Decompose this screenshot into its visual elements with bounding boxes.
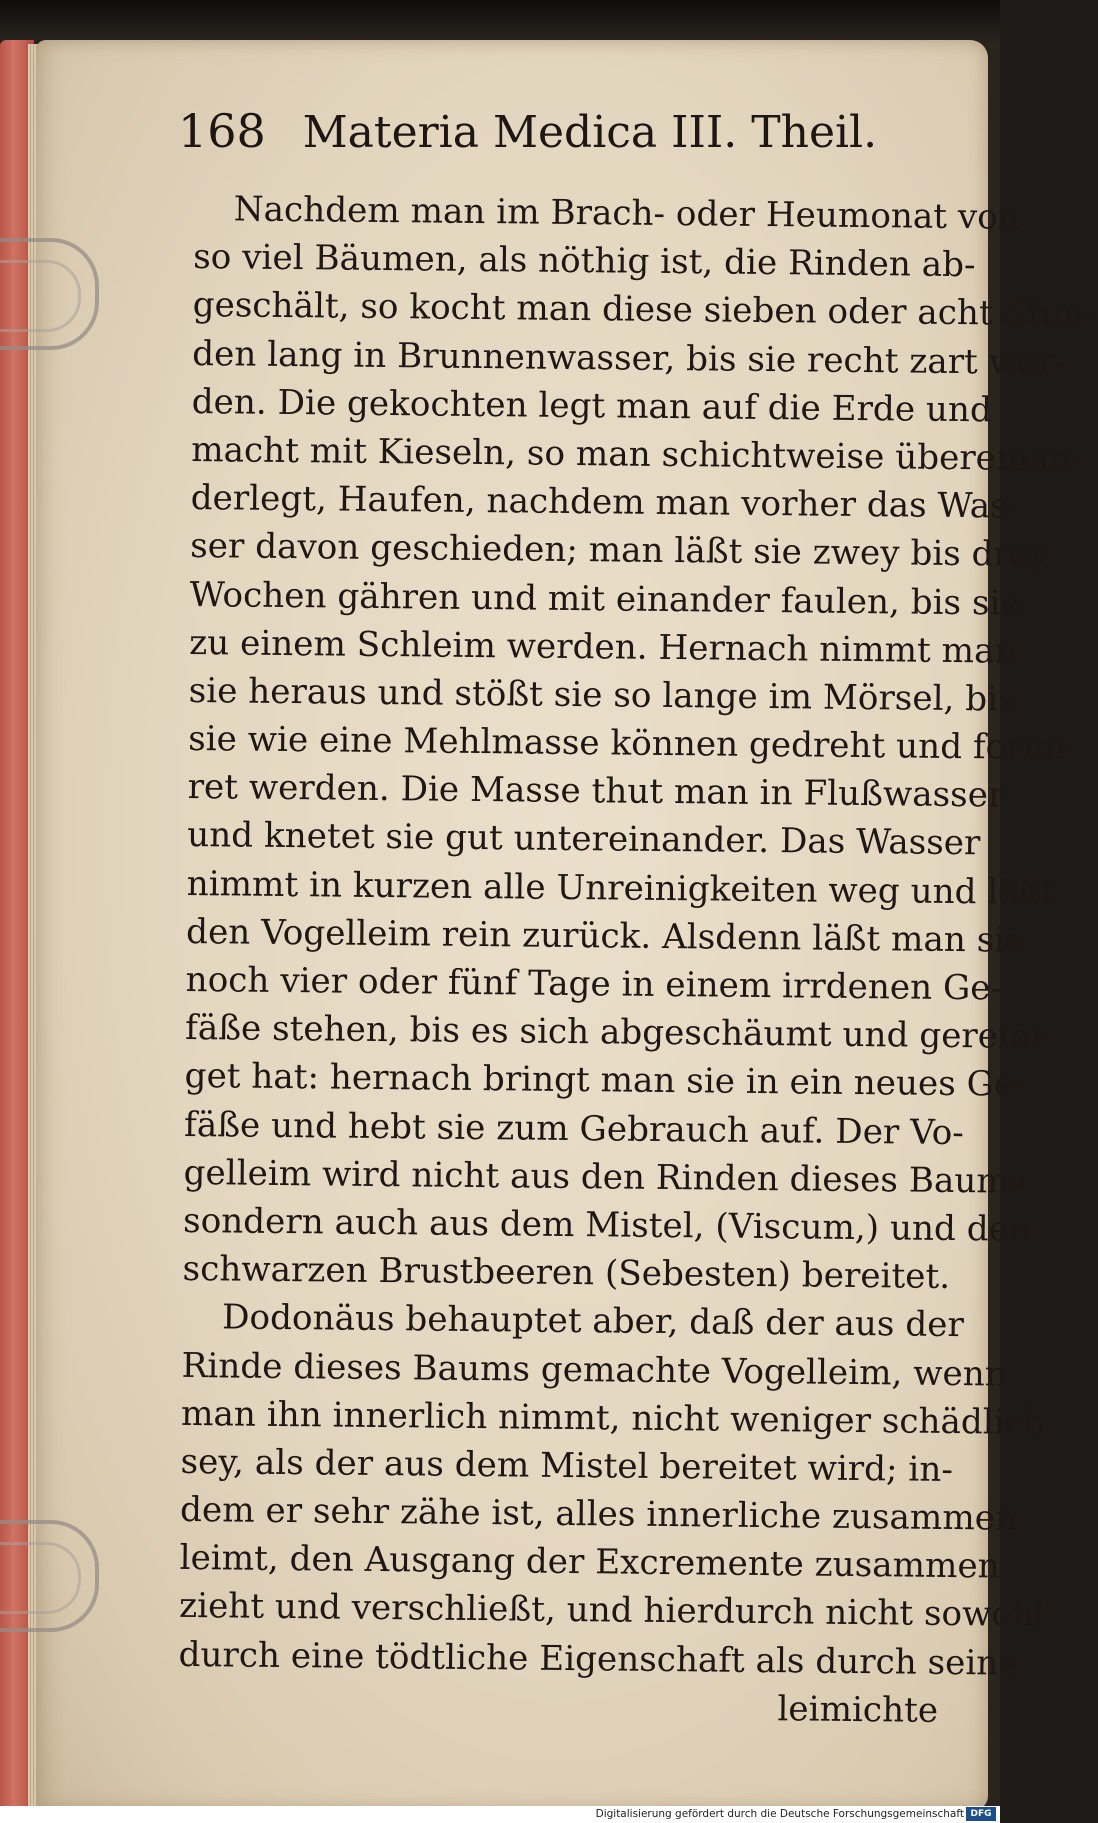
- running-head: Materia Medica III. Theil.: [302, 107, 878, 158]
- page-clip-top: [0, 238, 99, 350]
- catchword: leimichte: [777, 1689, 939, 1731]
- text-line: durch eine tödtliche Eigenschaft als durch seine: [178, 1634, 1019, 1684]
- text-line: sie wie eine Mehlmasse können gedreht und formi-: [187, 719, 1078, 769]
- text-line: derlegt, Haufen, nachdem man vorher das Was-: [190, 478, 1020, 527]
- page-number: 168: [178, 104, 266, 158]
- text-line: get hat: hernach bringt man sie in ein neues Ge-: [184, 1056, 1026, 1106]
- text-line: den lang in Brunnenwasser, bis sie recht zart wer-: [192, 333, 1067, 383]
- text-line: macht mit Kieseln, so man schichtweise übereinan-: [191, 429, 1084, 480]
- text-line: zieht und verschließt, und hierdurch nicht sowohl: [178, 1586, 1046, 1636]
- text-line: geschält, so kocht man diese sieben oder acht Stun-: [192, 285, 1097, 335]
- page-header: [178, 104, 898, 158]
- text-line: den Vogelleim rein zurück. Alsdenn läßt man sie: [185, 911, 1026, 961]
- text-line: sie heraus und stößt sie so lange im Mörsel, bis: [188, 670, 1016, 720]
- text-line: nimmt in kurzen alle Unreinigkeiten weg und läßt: [186, 863, 1056, 913]
- text-line: Nachdem man im Brach- oder Heumonat von: [233, 189, 1021, 238]
- text-line: fäße stehen, bis es sich abgeschäumt und gereini-: [184, 1008, 1054, 1058]
- text-line: ser davon geschieden; man läßt sie zwey bis drey: [190, 526, 1050, 576]
- text-line: sey, als der aus dem Mistel bereitet wird; in-: [180, 1441, 954, 1490]
- text-line: Dodonäus behauptet aber, daß der aus der: [221, 1297, 964, 1346]
- text-line: gelleim wird nicht aus den Rinden dieses Baums: [183, 1152, 1027, 1202]
- text-line: noch vier oder fünf Tage in einem irrdenen Ge-: [185, 959, 1003, 1009]
- text-line: und knetet sie gut untereinander. Das Wasser: [186, 815, 981, 864]
- text-line: sondern auch aus dem Mistel, (Viscum,) und den: [182, 1200, 1032, 1250]
- text-line: schwarzen Brustbeeren (Sebesten) bereitet.: [182, 1249, 951, 1298]
- text-line: Wochen gähren und mit einander faulen, bis sie: [189, 574, 1021, 624]
- text-line: dem er sehr zähe ist, alles innerliche zusammen: [179, 1489, 1018, 1539]
- body-text: [178, 185, 1097, 1735]
- text-line: ret werden. Die Masse thut man in Flußwasser: [187, 767, 1005, 816]
- dfg-logo: DFG: [966, 1807, 996, 1821]
- text-line: so viel Bäumen, als nöthig ist, die Rinden ab-: [193, 237, 976, 286]
- digitization-credit: Digitalisierung gefördert durch die Deutsche Forschungsgemeinschaft: [595, 1808, 964, 1820]
- text-line: fäße und hebt sie zum Gebrauch auf. Der Vo-: [183, 1104, 965, 1153]
- text-line: zu einem Schleim werden. Hernach nimmt man: [188, 622, 1017, 672]
- text-line: Rinde dieses Baums gemachte Vogelleim, wenn: [181, 1345, 1007, 1395]
- page-clip-bottom: [0, 1520, 99, 1632]
- text-line: leimt, den Ausgang der Excremente zusammen-: [179, 1538, 1012, 1587]
- text-line: den. Die gekochten legt man auf die Erde und: [191, 381, 993, 431]
- text-line: man ihn innerlich nimmt, nicht weniger schädlich: [180, 1393, 1047, 1443]
